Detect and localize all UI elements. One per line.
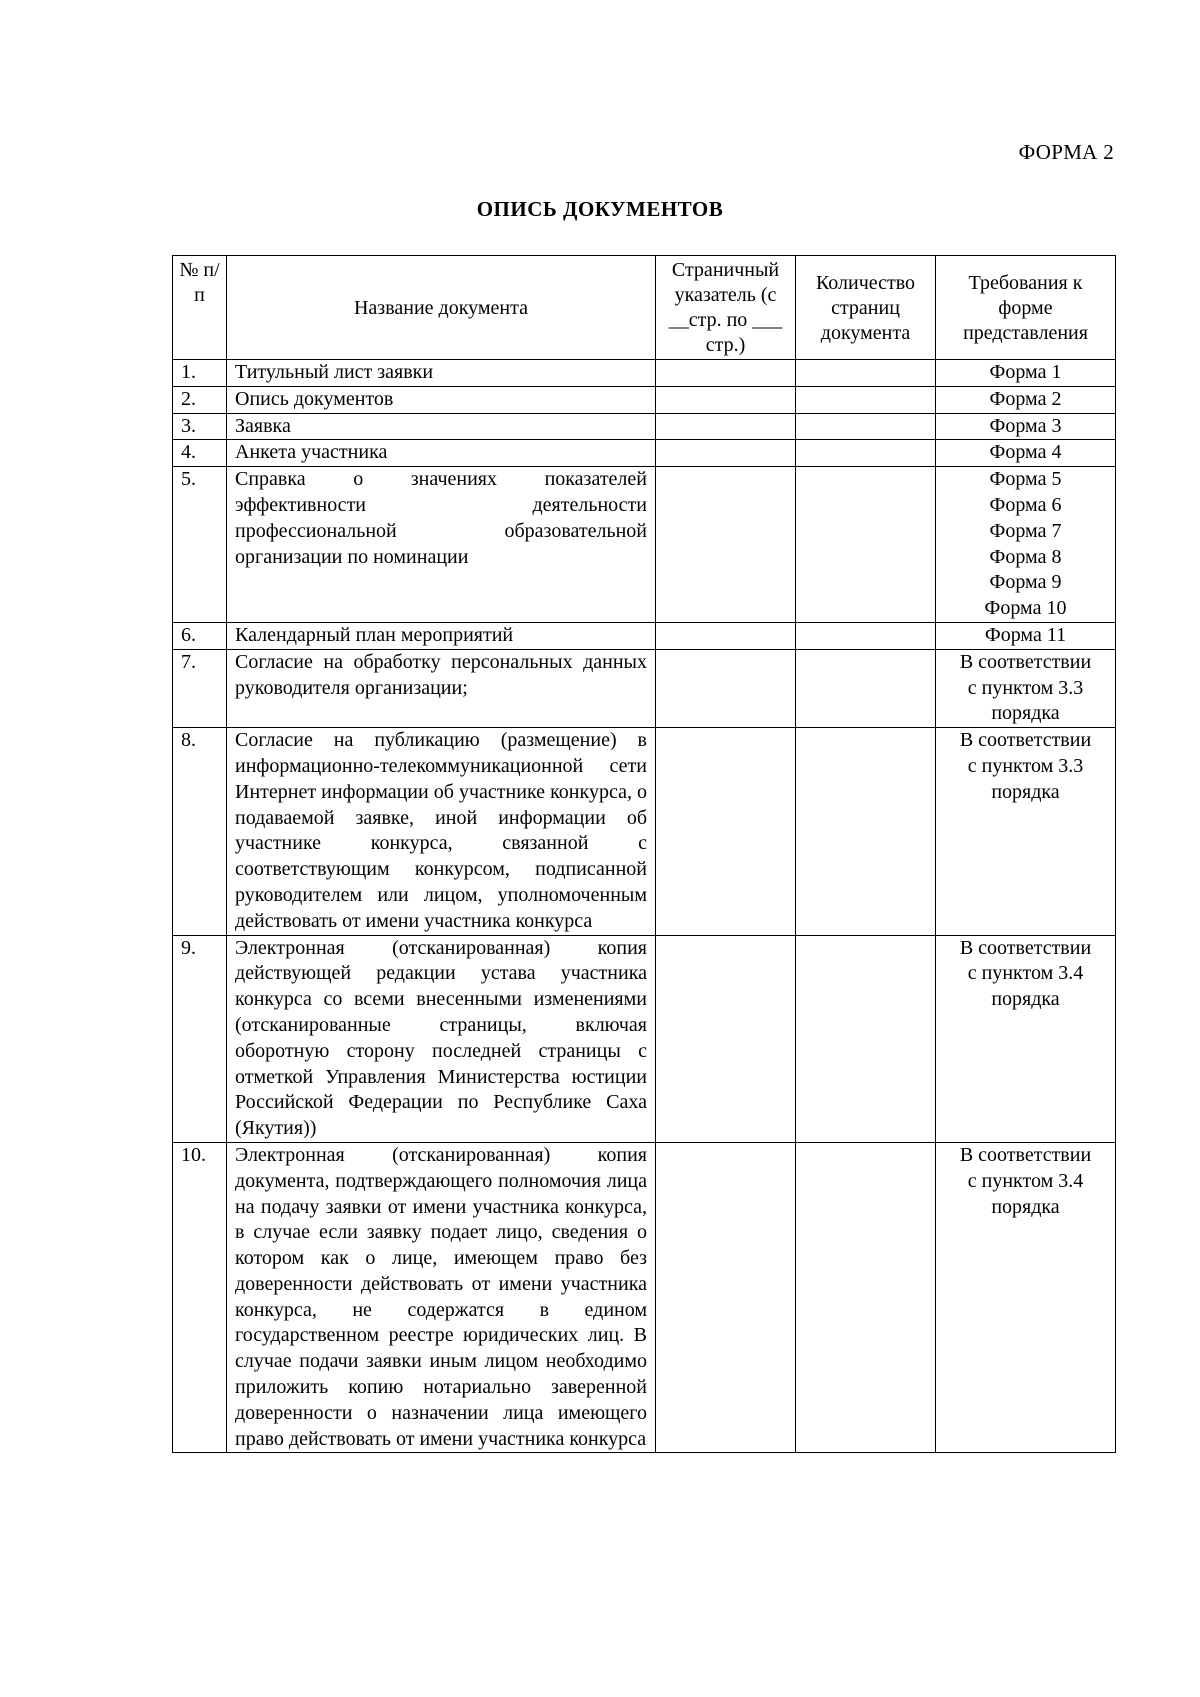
requirement-line: с пунктом 3.3 [967, 754, 1084, 777]
page-count-cell [796, 649, 936, 727]
requirement-line: Форма 1 [989, 361, 1062, 383]
row-number: 2. [173, 386, 227, 413]
table-row [173, 467, 1116, 623]
document-name-cell: Заявка [227, 413, 656, 440]
requirement-line: Форма 2 [989, 387, 1062, 410]
page-pointer-cell [656, 360, 796, 387]
table-header-row [173, 256, 1116, 360]
requirements-cell [936, 360, 1116, 387]
requirement-line: Форма 8 [989, 545, 1062, 568]
page-pointer-cell [656, 467, 796, 623]
requirements-cell [936, 622, 1116, 649]
page-count-cell [796, 728, 936, 935]
document-title: ОПИСЬ ДОКУМЕНТОВ [476, 197, 724, 221]
table-row [173, 360, 1116, 387]
document-name-cell: Опись документов [227, 386, 656, 413]
table-row [173, 440, 1116, 467]
document-name-cell: Согласие на обработку персональных данных руководителя организации; [227, 649, 656, 727]
requirement-line: с пунктом 3.4 [967, 962, 1084, 985]
requirements-cell [936, 649, 1116, 727]
document-name-cell: Анкета участника [227, 440, 656, 467]
requirement-line: В соответствии [959, 936, 1092, 959]
row-number: 10. [173, 1142, 227, 1453]
table-row [173, 413, 1116, 440]
document-name-cell: Электронная (отсканированная) копия документа, подтверждающего полномочия лица на подачу заявки от имени участника конкурса, в случае если заявку подает лицо, сведения о котором как о лице, имеющем право без доверенности действовать от имени участника конкурса, не содержатся в едином государственном реестре юридических лиц. В случае подачи заявки иным лицом необходимо приложить копию нотариально заверенной доверенности о назначении лица имеющего право действовать от имени участника конкурса [227, 1142, 656, 1453]
row-number: 4. [173, 440, 227, 467]
requirements-cell [936, 386, 1116, 413]
form-number-label: ФОРМА 2 [1018, 140, 1114, 164]
document-name-cell: Справка о значениях показателей эффективности деятельности профессиональной образовательной организации по номинации [227, 467, 656, 623]
requirement-line: В соответствии [959, 1143, 1092, 1166]
page-pointer-cell [656, 728, 796, 935]
requirement-line: порядка [991, 780, 1060, 803]
row-number: 5. [173, 467, 227, 623]
table-row [173, 649, 1116, 727]
table-body [173, 360, 1116, 1453]
requirement-line: Форма 11 [984, 623, 1067, 646]
page-count-cell [796, 1142, 936, 1453]
requirement-line: порядка [991, 1195, 1060, 1218]
page-count-cell [796, 413, 936, 440]
page-pointer-cell [656, 386, 796, 413]
header-page-pointer: Страничный указатель (с __стр. по ___ стр.) [656, 256, 796, 360]
requirement-line: порядка [991, 702, 1060, 725]
requirement-line: Форма 9 [989, 571, 1062, 594]
requirement-line: порядка [991, 988, 1060, 1011]
page-count-cell [796, 935, 936, 1142]
page-count-cell [796, 440, 936, 467]
header-page-count: Количество страниц документа [796, 256, 936, 360]
document-name-cell: Электронная (отсканированная) копия действующей редакции устава участника конкурса со всеми внесенными изменениями (отсканированные страницы, включая оборотную сторону последней страницы с отметкой Управления Министерства юстиции Российской Федерации по Республике Саха (Якутия)) [227, 935, 656, 1142]
requirement-line: Форма 7 [989, 519, 1062, 542]
row-number: 6. [173, 622, 227, 649]
page-pointer-cell [656, 622, 796, 649]
requirement-line: Форма 4 [989, 441, 1062, 464]
requirements-cell [936, 413, 1116, 440]
requirement-line: Форма 6 [989, 493, 1062, 516]
page-count-cell [796, 622, 936, 649]
row-number: 7. [173, 649, 227, 727]
row-number: 9. [173, 935, 227, 1142]
table-row [173, 728, 1116, 935]
header-number: № п/п [173, 256, 227, 360]
requirement-line: с пунктом 3.3 [967, 676, 1084, 699]
row-number: 1. [173, 360, 227, 387]
header-document-name: Название документа [227, 256, 656, 360]
table-row [173, 935, 1116, 1142]
requirement-line: В соответствии [959, 729, 1092, 752]
requirements-cell [936, 467, 1116, 623]
page-pointer-cell [656, 649, 796, 727]
table-row [173, 386, 1116, 413]
page-count-cell [796, 386, 936, 413]
requirement-line: с пунктом 3.4 [967, 1169, 1084, 1192]
document-name-cell: Согласие на публикацию (размещение) в информационно-телекоммуникационной сети Интернет информации об участнике конкурса, о подаваемой заявке, иной информации об участнике конкурса, связанной с соответствующим конкурсом, подписанной руководителем или лицом, уполномоченным действовать от имени участника конкурса [227, 728, 656, 935]
requirement-line: Форма 10 [984, 597, 1067, 620]
page-pointer-cell [656, 440, 796, 467]
requirement-line: Форма 3 [989, 414, 1062, 437]
page-pointer-cell [656, 1142, 796, 1453]
requirements-cell [936, 728, 1116, 935]
page-pointer-cell [656, 413, 796, 440]
page-count-cell [796, 467, 936, 623]
requirements-cell [936, 1142, 1116, 1453]
header-requirements: Требования к форме представления [936, 256, 1116, 360]
requirement-line: Форма 5 [989, 468, 1062, 491]
row-number: 3. [173, 413, 227, 440]
documents-inventory-table [172, 255, 1116, 1453]
page-pointer-cell [656, 935, 796, 1142]
table-row [173, 622, 1116, 649]
row-number: 8. [173, 728, 227, 935]
table-row [173, 1142, 1116, 1453]
document-name-cell: Титульный лист заявки [227, 360, 656, 387]
document-name-cell: Календарный план мероприятий [227, 622, 656, 649]
requirements-cell [936, 935, 1116, 1142]
requirements-cell [936, 440, 1116, 467]
requirement-line: В соответствии [959, 650, 1092, 673]
page-count-cell [796, 360, 936, 387]
